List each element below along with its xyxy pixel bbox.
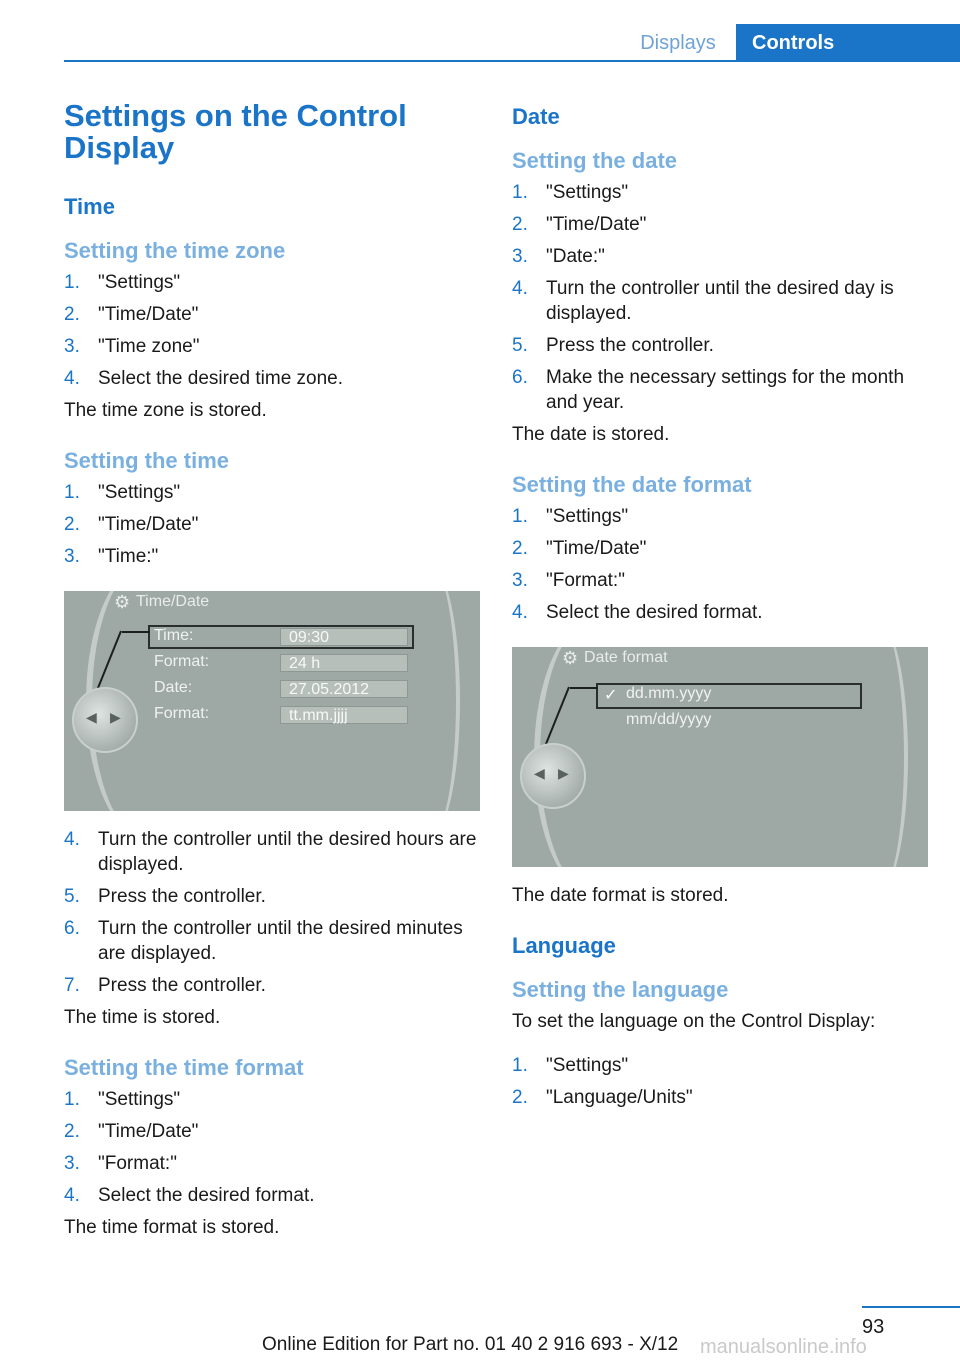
callout-line xyxy=(122,631,150,633)
steps-language xyxy=(512,1053,932,1110)
row-label: Date: xyxy=(154,679,193,696)
list-item: 2. "Time/Date" xyxy=(64,514,199,535)
subheading-time: Setting the time xyxy=(64,448,230,473)
result-date: The date is stored. xyxy=(512,424,670,445)
row-value: 09:30 xyxy=(280,628,408,646)
callout-line xyxy=(570,687,598,689)
left-column xyxy=(64,100,484,1241)
row-label: Time: xyxy=(154,627,194,644)
gear-icon: ⚙ xyxy=(562,648,579,668)
chevron-right-icon: ▶ xyxy=(558,765,569,781)
edition-footer: Online Edition for Part no. 01 40 2 916 693 - X/12 xyxy=(262,1334,679,1355)
section-heading-date: Date xyxy=(512,104,560,129)
list-item: 3. "Time zone" xyxy=(64,336,200,357)
subheading-time-zone: Setting the time zone xyxy=(64,238,286,263)
list-item: 1. "Settings" xyxy=(512,506,629,527)
check-icon: ✓ xyxy=(604,687,618,704)
list-item: 1. "Settings" xyxy=(64,1089,181,1110)
format-option: mm/dd/yyyy xyxy=(626,711,712,728)
date-format-screen xyxy=(512,647,928,867)
list-item: 3. "Format:" xyxy=(512,570,625,591)
row-label: Format: xyxy=(154,705,210,722)
tab-displays: Displays xyxy=(640,32,716,54)
steps-time-b xyxy=(64,827,484,998)
watermark: manualsonline.info xyxy=(700,1336,867,1358)
list-item: 1. "Settings" xyxy=(512,182,629,203)
steps-time-a xyxy=(64,480,484,569)
list-item: 2. "Time/Date" xyxy=(64,304,199,325)
chevron-left-icon: ◀ xyxy=(534,765,545,781)
row-label: Format: xyxy=(154,653,210,670)
list-item: 1. "Settings" xyxy=(512,1055,629,1076)
right-column xyxy=(512,104,932,1117)
screen-arc-right xyxy=(844,647,908,867)
list-item: 4. Turn the controller until the desired hours are displayed. xyxy=(64,829,477,875)
section-heading-language: Language xyxy=(512,933,616,958)
list-item: 1. "Settings" xyxy=(64,272,181,293)
row-value: 27.05.2012 xyxy=(280,680,408,698)
list-item: 3. "Time:" xyxy=(64,546,159,567)
header-rule xyxy=(64,60,960,62)
controller-knob xyxy=(72,687,138,753)
list-item: 2. "Time/Date" xyxy=(512,214,647,235)
result-time-zone: The time zone is stored. xyxy=(64,400,267,421)
subheading-time-format: Setting the time format xyxy=(64,1055,304,1080)
list-item: 4. Select the desired time zone. xyxy=(64,368,344,389)
subheading-language: Setting the language xyxy=(512,977,729,1002)
steps-time-zone xyxy=(64,270,484,391)
tab-controls: Controls xyxy=(736,24,960,62)
list-item: 1. "Settings" xyxy=(64,482,181,503)
screen-arc-right xyxy=(396,591,460,811)
steps-date xyxy=(512,180,932,415)
result-time: The time is stored. xyxy=(64,1007,221,1028)
subheading-date-format: Setting the date format xyxy=(512,472,752,497)
steps-date-format xyxy=(512,504,932,625)
list-item: 7. Press the controller. xyxy=(64,975,266,996)
list-item: 5. Press the controller. xyxy=(512,335,714,356)
result-time-format: The time format is stored. xyxy=(64,1217,280,1238)
subheading-date: Setting the date xyxy=(512,148,678,173)
chevron-right-icon: ▶ xyxy=(110,709,121,725)
time-date-screen xyxy=(64,591,480,811)
row-value: 24 h xyxy=(280,654,408,672)
screen-title: Date format xyxy=(584,649,668,666)
controller-knob xyxy=(520,743,586,809)
format-option: dd.mm.yyyy xyxy=(626,685,712,702)
list-item: 2. "Language/Units" xyxy=(512,1087,693,1108)
section-heading-time: Time xyxy=(64,194,115,219)
row-value: tt.mm.jjjj xyxy=(280,706,408,724)
list-item: 4. Select the desired format. xyxy=(512,602,763,623)
list-item: 2. "Time/Date" xyxy=(512,538,647,559)
list-item: 6. Turn the controller until the desired minutes are displayed. xyxy=(64,918,463,964)
list-item: 4. Select the desired format. xyxy=(64,1185,315,1206)
list-item: 2. "Time/Date" xyxy=(64,1121,199,1142)
page-number: 93 xyxy=(862,1316,885,1338)
page-number-rule xyxy=(862,1306,960,1308)
list-item: 6. Make the necessary settings for the month and year. xyxy=(512,367,905,413)
screen-title: Time/Date xyxy=(136,593,210,610)
list-item: 3. "Date:" xyxy=(512,246,605,267)
list-item: 5. Press the controller. xyxy=(64,886,266,907)
chevron-left-icon: ◀ xyxy=(86,709,97,725)
list-item: 3. "Format:" xyxy=(64,1153,177,1174)
list-item: 4. Turn the controller until the desired day is displayed. xyxy=(512,278,894,324)
language-intro: To set the language on the Control Display: xyxy=(512,1011,876,1032)
result-date-format: The date format is stored. xyxy=(512,885,729,906)
gear-icon: ⚙ xyxy=(114,592,131,612)
page-title: Settings on the Control Display xyxy=(64,98,407,165)
steps-time-format xyxy=(64,1087,484,1208)
